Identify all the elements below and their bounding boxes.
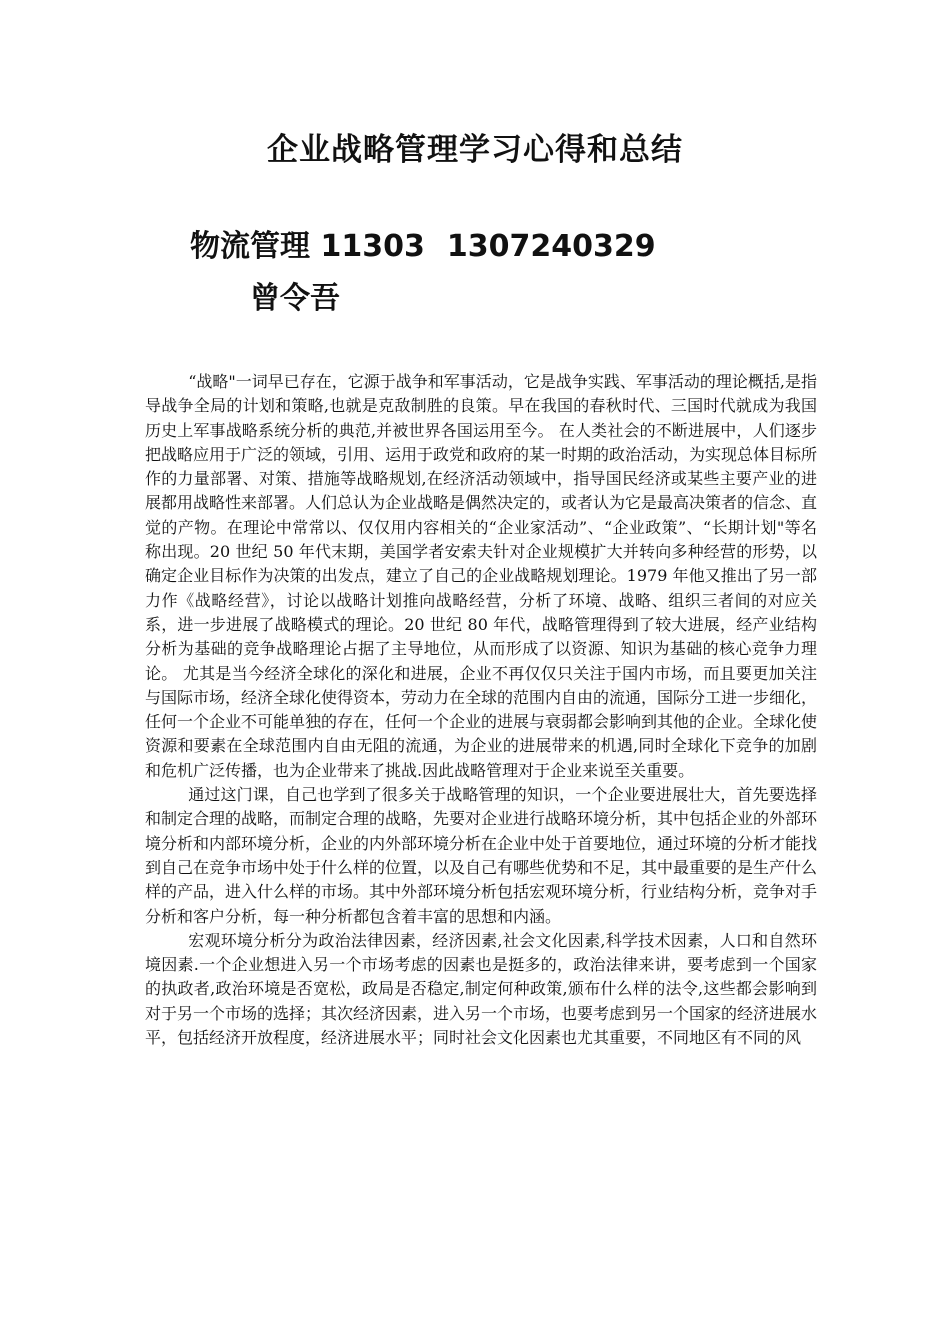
author-info-line xyxy=(190,226,656,268)
author-name: 曾令吾 xyxy=(250,281,340,316)
document-body xyxy=(145,370,817,1050)
student-id: 1307240329 xyxy=(446,229,656,264)
paragraph: 宏观环境分析分为政治法律因素，经济因素,社会文化因素,科学技术因素，人口和自然环境因素.一个企业想进入另一个市场考虑的因素也是挺多的，政治法律来讲，要考虑到一个国家的执政者,政治环境是否宽松，政局是否稳定,制定何种政策,颁布什么样的法令,这些都会影响到对于另一个市场的选择；其次经济因素，进入另一个市场，也要考虑到另一个国家的经济进展水平，包括经济开放程度，经济进展水平；同时社会文化因素也尤其重要，不同地区有不同的风 xyxy=(145,930,818,1048)
paragraph: 通过这门课，自己也学到了很多关于战略管理的知识，一个企业要进展壮大，首先要选择和制定合理的战略，而制定合理的战略，先要对企业进行战略环境分析，其中包括企业的外部环境分析和内部环境分析，企业的内外部环境分析在企业中处于首要地位，通过环境的分析才能找到自己在竞争市场中处于什么样的位置，以及自己有哪些优势和不足，其中最重要的是生产什么样的产品，进入什么样的市场。其中外部环境分析包括宏观环境分析，行业结构分析，竞争对手分析和客户分析，每一种分析都包含着丰富的思想和内涵。 xyxy=(145,785,818,926)
class-label: 物流管理 11303 xyxy=(190,229,425,264)
paragraph: “战略"一词早已存在，它源于战争和军事活动，它是战争实践、军事活动的理论概括,是指导战争全局的计划和策略,也就是克敌制胜的良策。早在我国的春秋时代、三国时代就成为我国历史上军事战略系统分析的典范,并被世界各国运用至今。 在人类社会的不断进展中，人们逐步把战略应用于广泛的领域，引用、运用于政党和政府的某一时期的政治活动，为实现总体目标所作的力量部署、对策、措施等战略规划,在经济活动领域中，指导国民经济或某些主要产业的进展都用战略性来部署。人们总认为企业战略是偶然决定的，或者认为它是最高决策者的信念、直觉的产物。在理论中常常以、仅仅用内容相关的“企业家活动”、“企业政策”、“长期计划"等名称出现。20 世纪 50 年代末期，美国学者安索夫针对企业规模扩大并转向多种经营的形势，以确定企业目标作为决策的出发点，建立了自己的企业战略规划理论。1979 年他又推出了另一部力作《战略经营》，讨论以战略计划推向战略经营，分析了环境、战略、组织三者间的对应关系，进一步进展了战略模式的理论。20 世纪 80 年代，战略管理得到了较大进展，经产业结构分析为基础的竞争战略理论占据了主导地位，从而形成了以资源、知识为基础的核心竞争力理论。 尤其是当今经济全球化的深化和进展，企业不再仅仅只关注于国内市场，而且要更加关注与国际市场，经济全球化使得资本，劳动力在全球的范围内自由的流通，国际分工进一步细化，任何一个企业不可能单独的存在，任何一个企业的进展与衰弱都会影响到其他的企业。全球化使资源和要素在全球范围内自由无阻的流通，为企业的进展带来的机遇,同时全球化下竞争的加剧和危机广泛传播，也为企业带来了挑战.因此战略管理对于企业来说至关重要。 xyxy=(145,372,818,780)
document-title: 企业战略管理学习心得和总结 xyxy=(267,132,683,168)
